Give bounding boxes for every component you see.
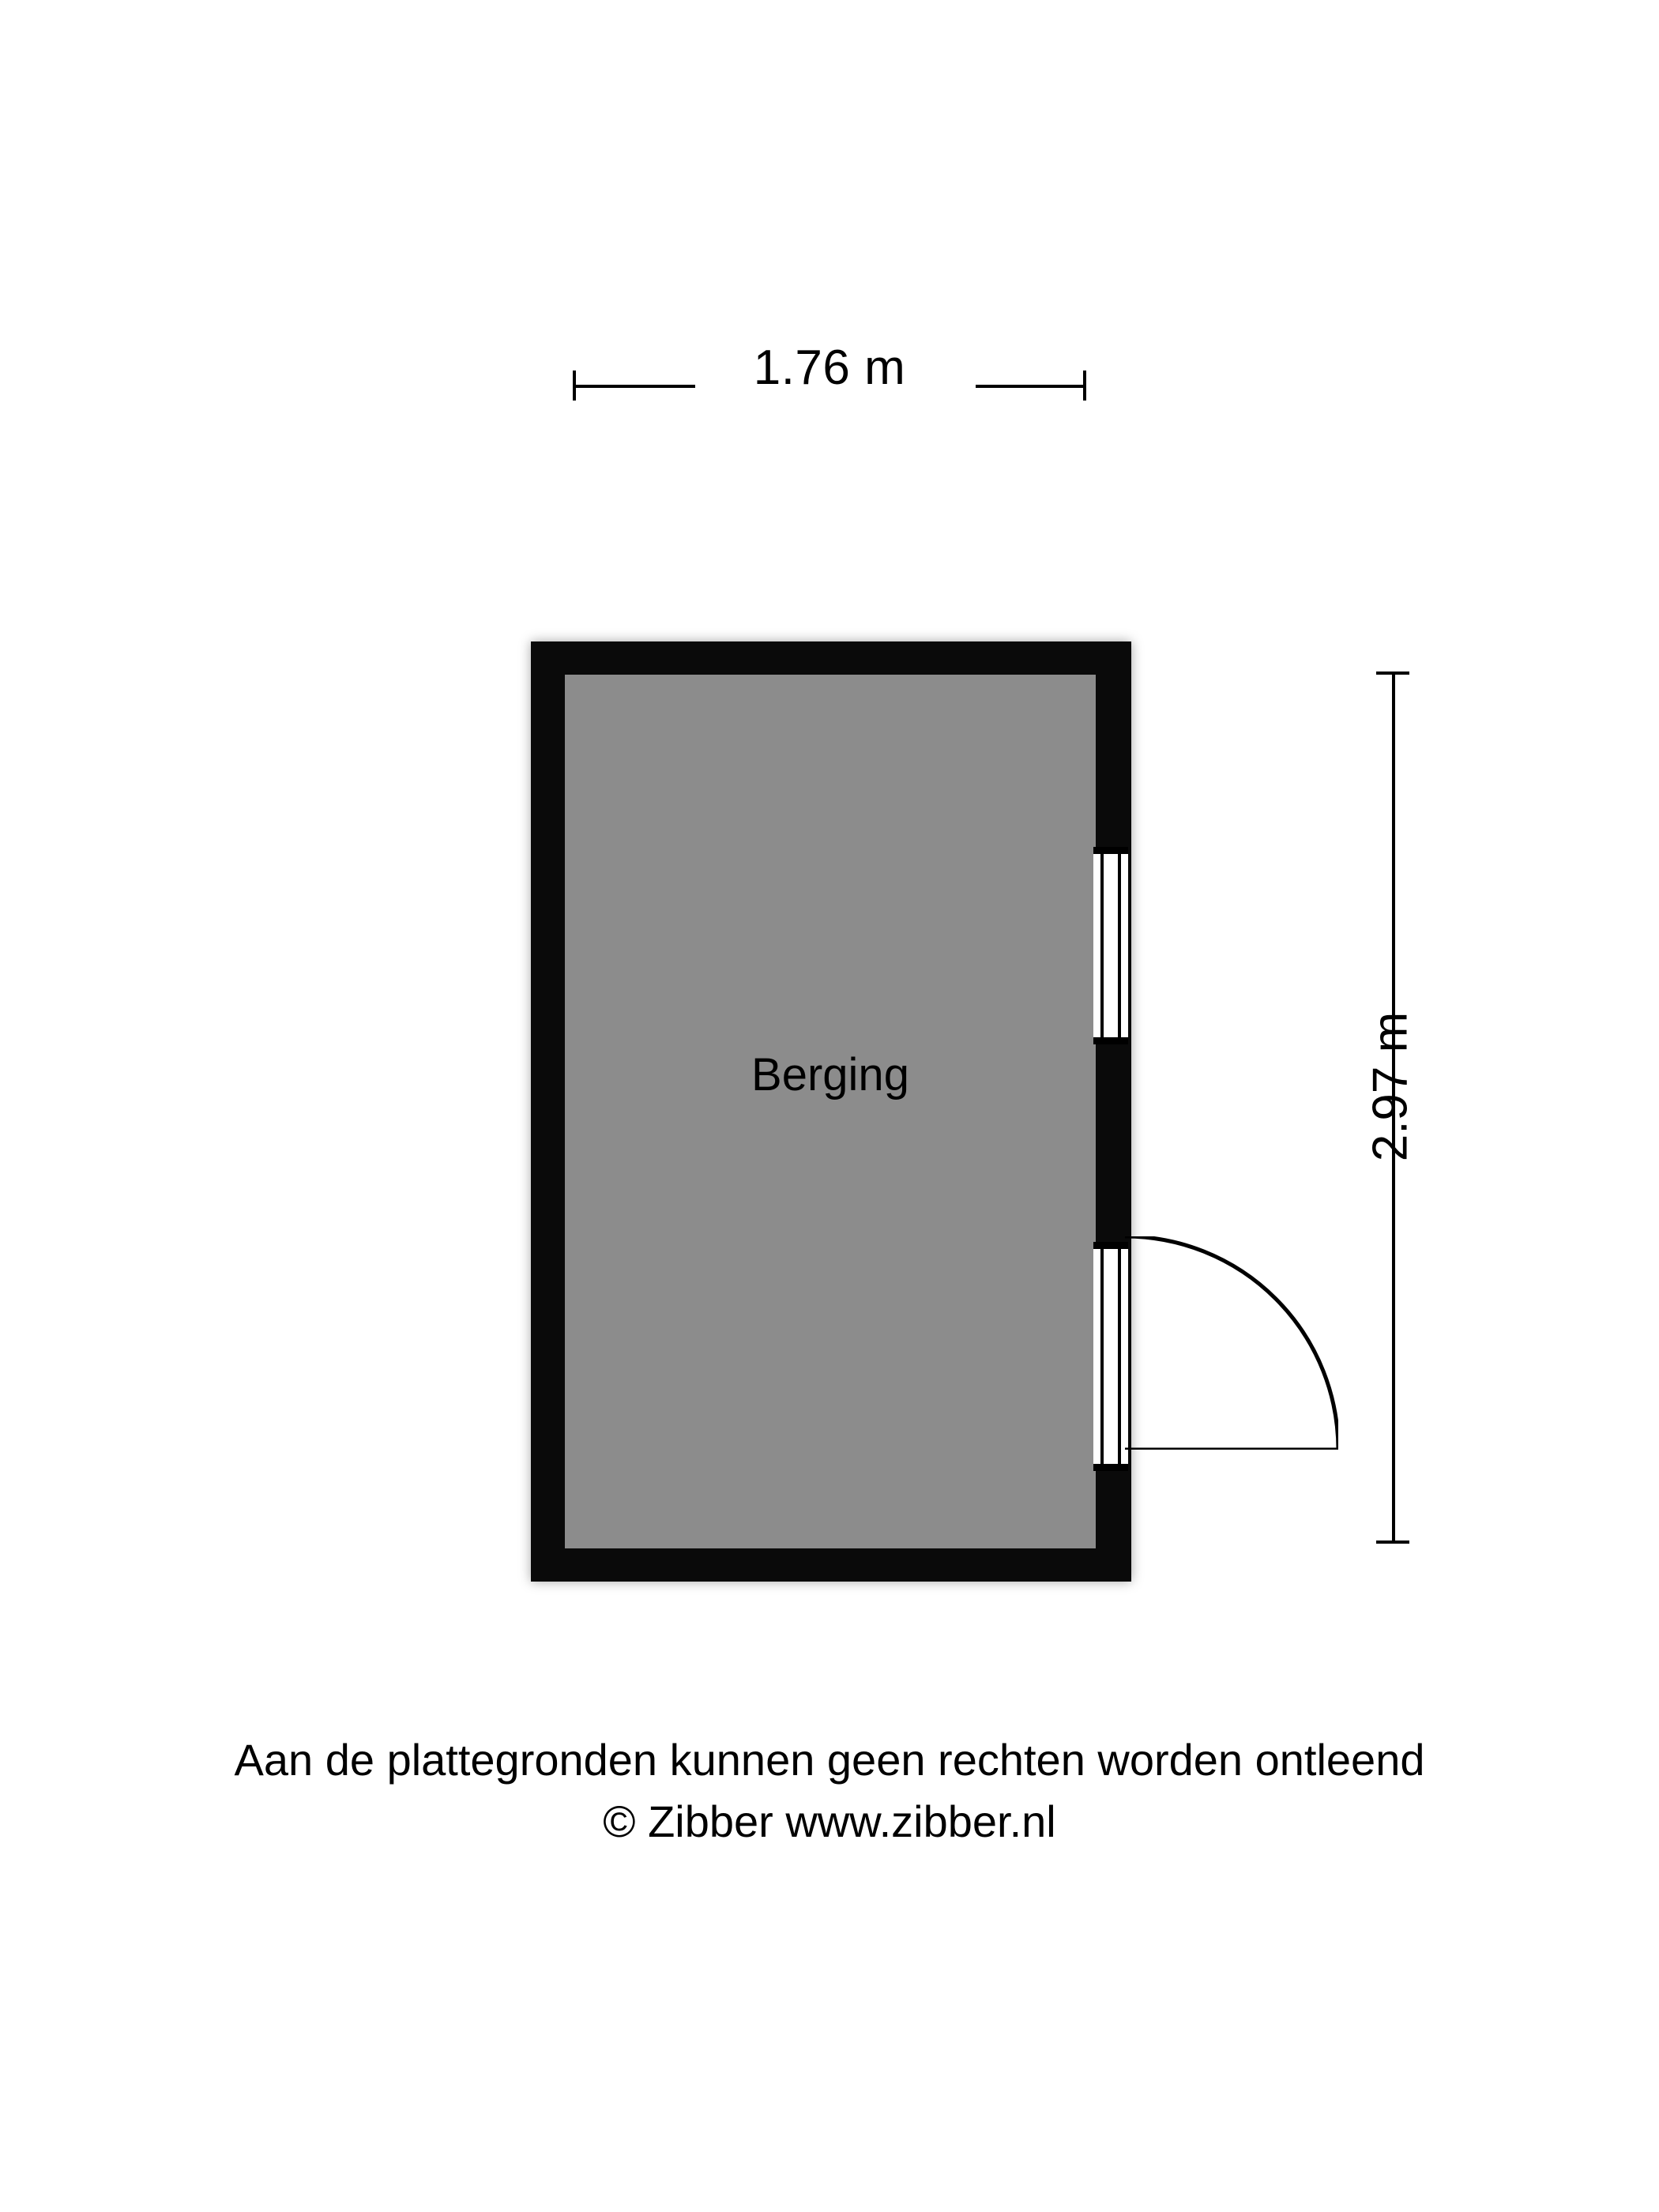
height-dimension-tick-top [1376,672,1409,675]
width-dimension-tick-left [573,371,576,401]
footer [0,1730,1659,1853]
room-label-berging: Berging [751,1049,909,1100]
width-dimension [553,340,1106,427]
width-dimension-line-left [573,385,695,388]
room-berging [565,675,1096,1548]
door-icon [1093,1242,1128,1471]
footer-disclaimer: Aan de plattegronden kunnen geen rechten worden ontleend [234,1735,1425,1785]
height-dimension-tick-bottom [1376,1540,1409,1544]
height-dimension-label: 2.97 m [1363,1011,1418,1162]
height-dimension [1327,648,1454,1564]
footer-copyright: © Zibber www.zibber.nl [603,1796,1056,1846]
width-dimension-line-right [976,385,1086,388]
width-dimension-tick-right [1083,371,1086,401]
building-outline [531,641,1131,1582]
width-dimension-label: 1.76 m [753,340,906,395]
door-swing-arc [1125,1236,1338,1450]
window-icon [1093,847,1128,1044]
